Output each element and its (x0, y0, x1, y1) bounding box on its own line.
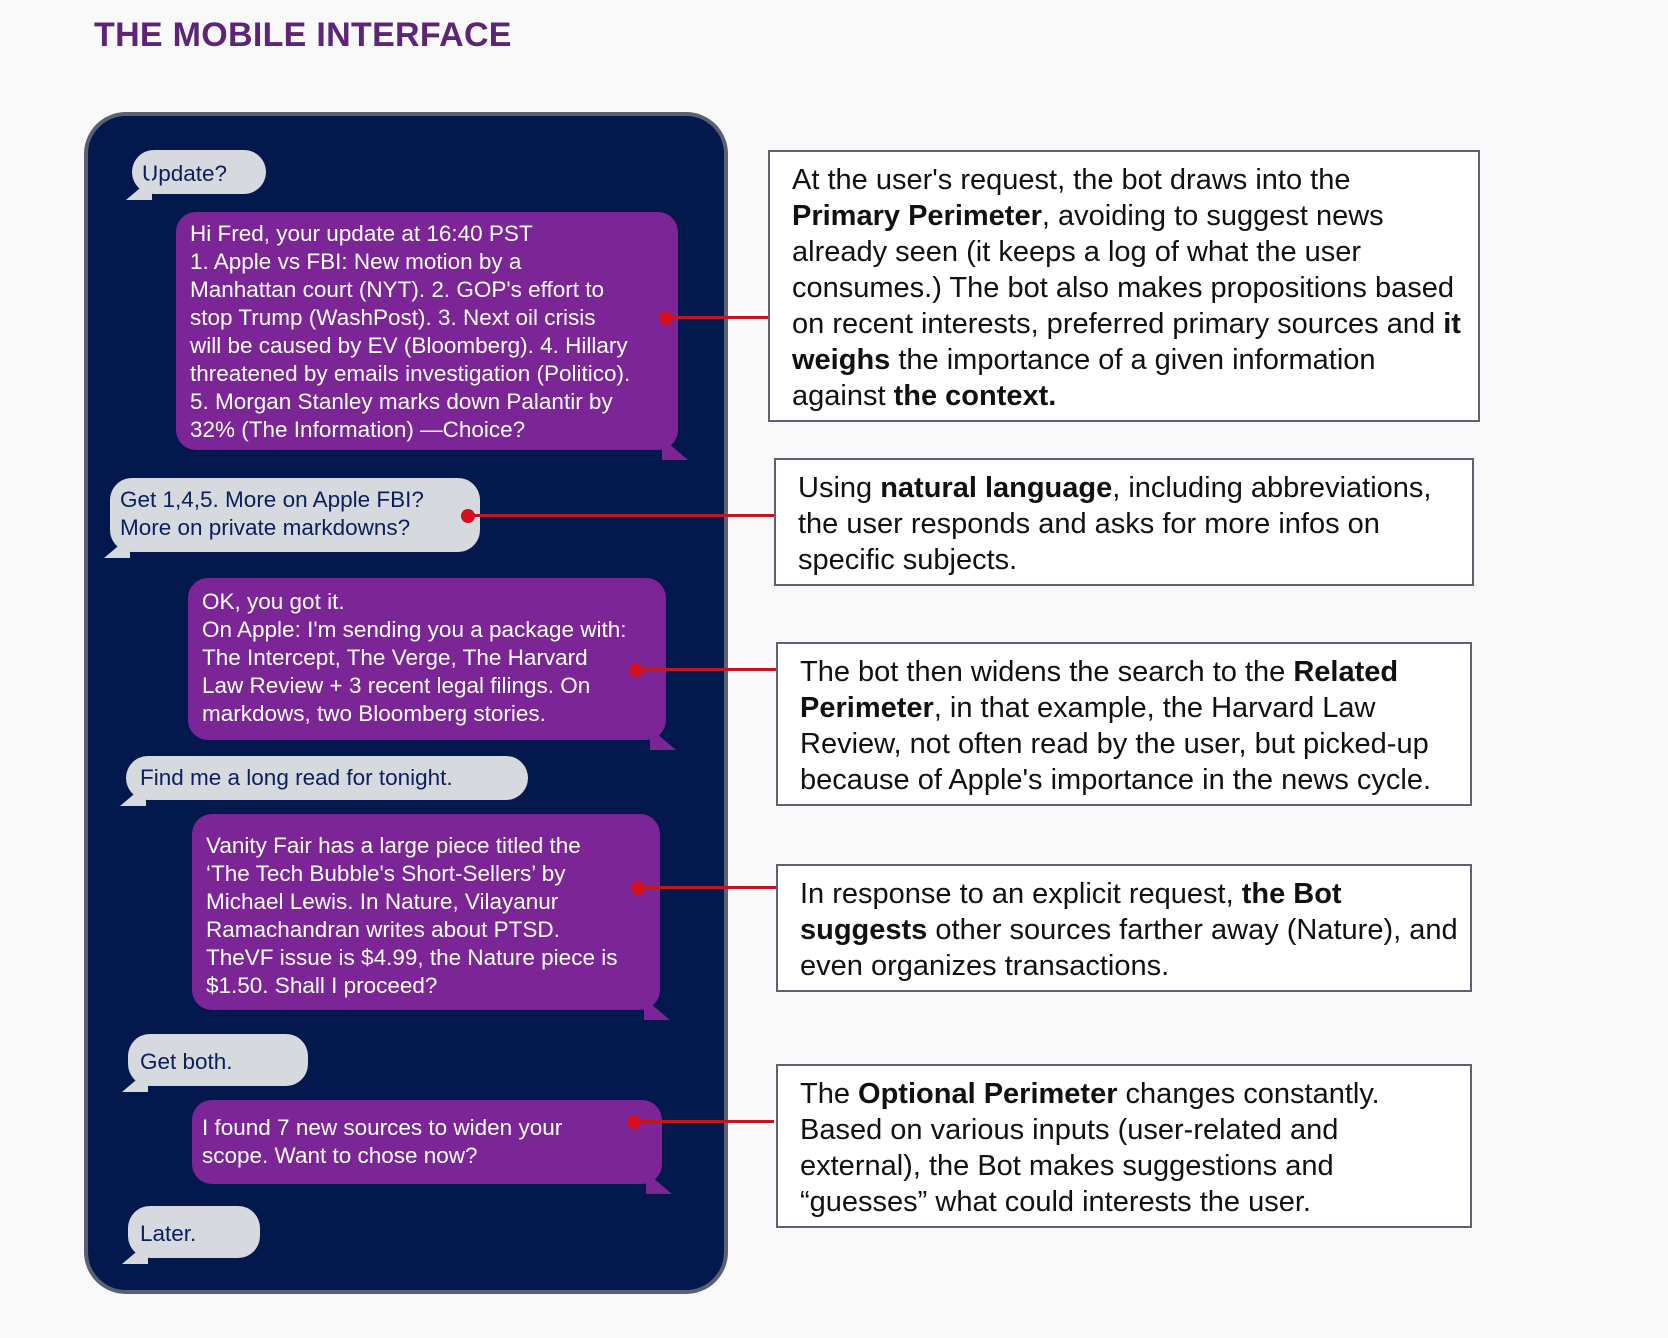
annotation-text: In response to an explicit request, (800, 878, 1242, 910)
chat-message-user (132, 150, 266, 194)
chat-message-bot (176, 212, 678, 450)
connector-dot (631, 881, 645, 895)
annotation-emphasis: the context. (893, 380, 1057, 412)
message-text: OK, you got it. On Apple: I'm sending you a package with: The Intercept, The Verge, The Harvard Law Review + 3 recent legal filings. On markdows, two Bloomberg stories. (202, 589, 627, 726)
bubble-tail (650, 728, 676, 750)
annotation-text: The bot then widens the search to the (800, 656, 1294, 688)
annotation-emphasis: Related Perimeter (800, 656, 1399, 724)
bubble-tail (122, 1070, 148, 1092)
message-text: Get both. (140, 1049, 233, 1074)
chat-message-user (128, 1206, 260, 1258)
message-text: Hi Fred, your update at 16:40 PST 1. Apple vs FBI: New motion by a Manhattan court (NYT). 2. GOP's effort to stop Trump (WashPost). 3. Next oil crisis will be caused by EV (Bloomberg). 4. Hillary threatened by emails investigation (Politico). 5. Morgan Stanley marks down Palantir by 32% (The Information) —Choice? (190, 221, 631, 442)
connector-dot (659, 311, 673, 325)
annotation-text: At the user's request, the bot draws into the (792, 164, 1351, 196)
connector-line (634, 1120, 774, 1123)
message-text: I found 7 new sources to widen your scope. Want to chose now? (202, 1115, 563, 1168)
annotation-text: the importance of a given information against (792, 344, 1376, 412)
annotation-text: , avoiding to suggest news already seen (it keeps a log of what the user consumes.) The bot also makes propositions based on recent interests, preferred primary sources and (792, 200, 1454, 340)
bubble-tail (126, 178, 152, 200)
annotation-emphasis: the Bot suggests (800, 878, 1342, 946)
chat-message-user (128, 1034, 308, 1086)
annotation-text: The (800, 1078, 859, 1110)
page-title: THE MOBILE INTERFACE (94, 16, 512, 54)
message-text: Get 1,4,5. More on Apple FBI? More on private markdowns? (120, 487, 424, 540)
message-text: Later. (140, 1221, 197, 1246)
annotation-natural-language (774, 458, 1474, 586)
bubble-tail (644, 998, 670, 1020)
annotation-emphasis: Optional Perimeter (858, 1078, 1118, 1110)
bubble-tail (646, 1172, 672, 1194)
bubble-tail (120, 784, 146, 806)
annotation-optional-perimeter (776, 1064, 1472, 1228)
annotation-text: , including abbreviations, the user responds and asks for more infos on specific subjects. (798, 472, 1432, 576)
annotation-emphasis: Primary Perimeter (792, 200, 1042, 232)
annotation-emphasis: it weighs (792, 308, 1461, 376)
chat-message-bot (192, 1100, 662, 1184)
annotation-text: changes constantly. Based on various inputs (user-related and external), the Bot makes suggestions and “guesses” what could interests the user. (800, 1078, 1380, 1218)
annotation-text: , in that example, the Harvard Law Review, not often read by the user, but picked-up because of Apple's importance in the news cycle. (800, 692, 1432, 796)
bubble-tail (104, 536, 130, 558)
message-text: Update? (142, 161, 228, 186)
bubble-tail (122, 1242, 148, 1264)
bubble-tail (662, 438, 688, 460)
annotation-bot-suggests (776, 864, 1472, 992)
chat-message-user (110, 478, 480, 552)
connector-line (636, 668, 776, 671)
message-text: Find me a long read for tonight. (140, 765, 453, 790)
connector-line (638, 886, 776, 889)
message-text: Vanity Fair has a large piece titled the ‘The Tech Bubble's Short-Sellers’ by Michael Lewis. In Nature, Vilayanur Ramachandran writes about PTSD. TheVF issue is $4.99, the Nature piece is $1.50. Shall I proceed? (206, 833, 618, 998)
chat-message-bot (188, 578, 666, 740)
chat-message-user (126, 756, 528, 800)
annotation-related-perimeter (776, 642, 1472, 806)
connector-line (468, 514, 774, 517)
annotation-primary-perimeter (768, 150, 1480, 422)
chat-message-bot (192, 814, 660, 1010)
annotation-emphasis: natural language (880, 472, 1113, 504)
connector-line (666, 316, 768, 319)
annotation-text: other sources farther away (Nature), and even organizes transactions. (800, 914, 1458, 982)
annotation-text: Using (798, 472, 881, 504)
connector-dot (627, 1115, 641, 1129)
connector-dot (461, 509, 475, 523)
connector-dot (629, 663, 643, 677)
